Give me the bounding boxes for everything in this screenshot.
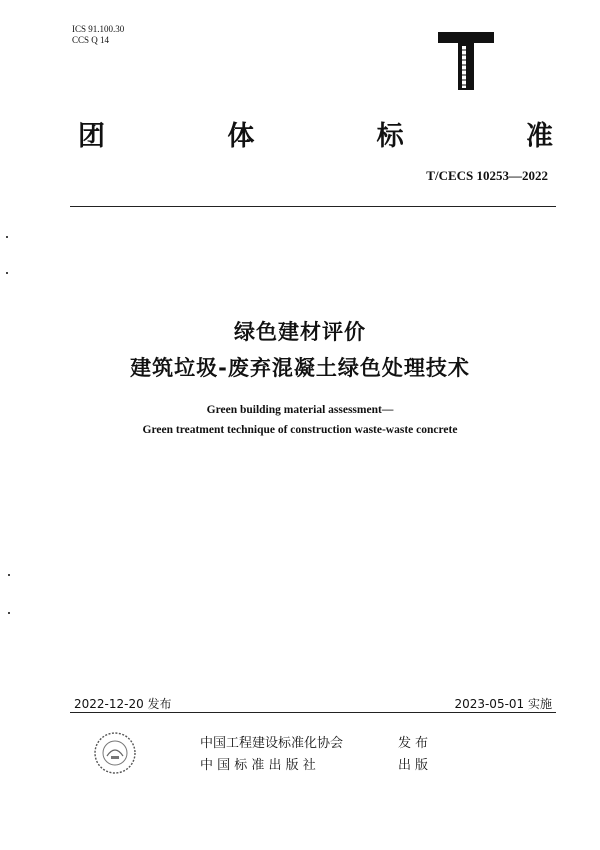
scan-speck (8, 612, 10, 614)
publisher-role-2: 出版 (398, 758, 433, 773)
release-date: 2022-12-20 发布 (74, 697, 172, 711)
title-chinese-line-1: 绿色建材评价 (234, 320, 366, 344)
publisher-name-2: 中 国 标 准 出 版 社 (200, 758, 316, 773)
association-seal-icon (92, 730, 138, 776)
top-divider (70, 206, 556, 207)
document-type-title (78, 114, 554, 153)
scan-speck (6, 236, 8, 238)
type-title-char-4: 准 (525, 121, 554, 152)
scan-speck (6, 272, 8, 274)
scan-speck (8, 574, 10, 576)
type-title-char-1: 团 (78, 121, 106, 152)
bottom-divider (70, 712, 556, 713)
ccs-code: CCS Q 14 (72, 35, 110, 45)
publisher-names (200, 733, 343, 777)
publisher-name-1: 中国工程建设标准化协会 (200, 736, 344, 751)
ics-code: ICS 91.100.30 (72, 24, 125, 34)
title-english-line-1: Green building material assessment— (206, 404, 394, 416)
implementation-date: 2023-05-01 实施 (454, 697, 552, 711)
type-title-char-2: 体 (227, 121, 256, 152)
title-chinese-line-2: 建筑垃圾-废弃混凝土绿色处理技术 (130, 356, 470, 380)
publisher-roles (398, 733, 432, 777)
standard-number: T/CECS 10253—2022 (426, 168, 548, 183)
type-title-char-3: 标 (376, 121, 405, 152)
title-english-line-2: Green treatment technique of construction waste-waste concrete (142, 424, 458, 436)
publisher-role-1: 发布 (398, 736, 433, 751)
classification-codes (72, 24, 124, 46)
group-standard-t-logo-icon (436, 32, 496, 90)
